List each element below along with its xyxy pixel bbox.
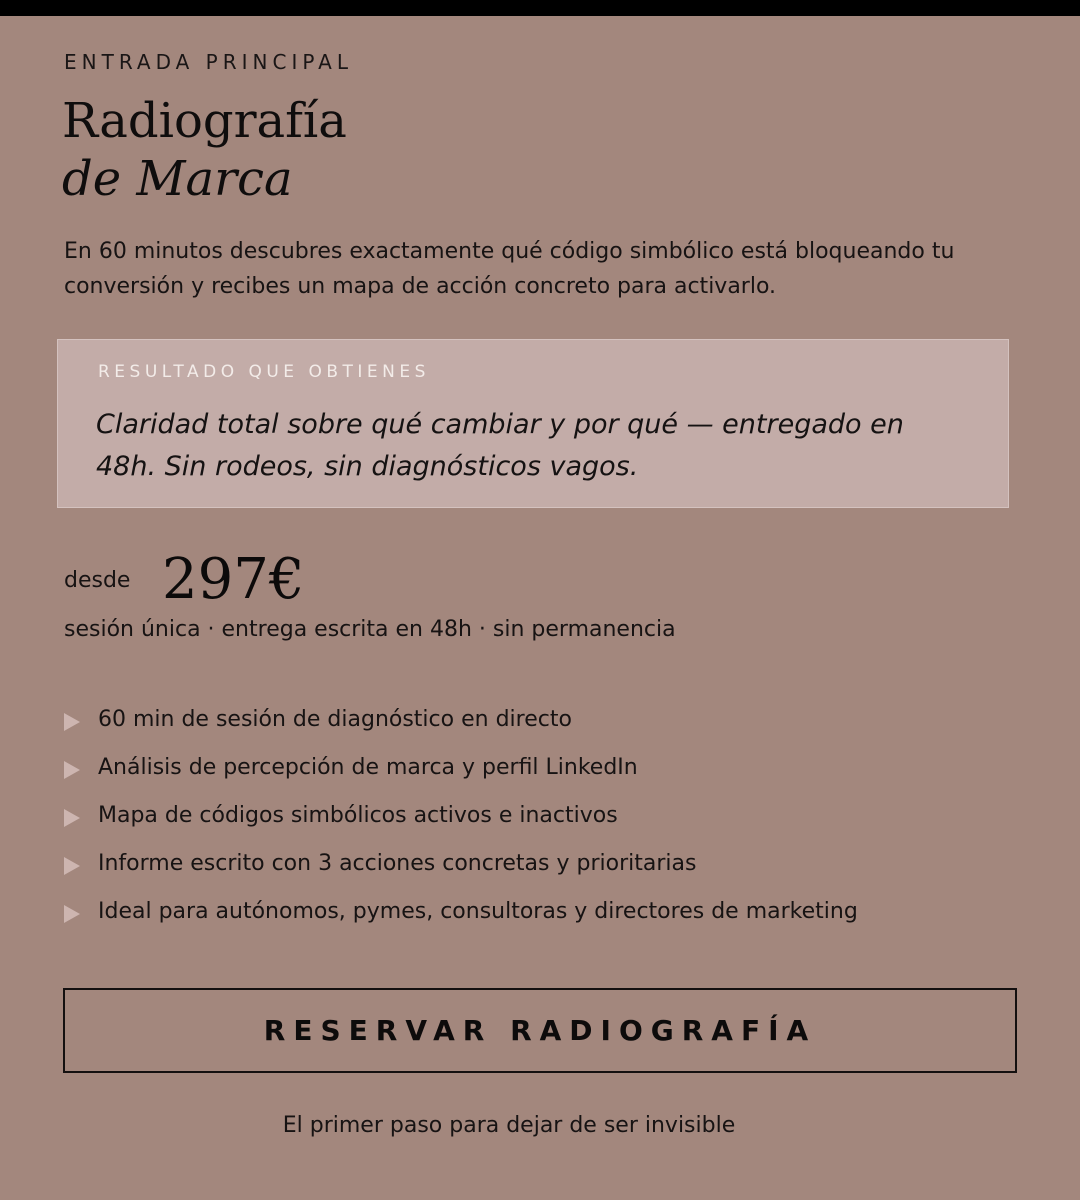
feature-item (64, 700, 1024, 748)
feature-text: Ideal para autónomos, pymes, consultoras y directores de marketing (98, 899, 858, 924)
feature-text: Mapa de códigos simbólicos activos e inactivos (98, 803, 618, 828)
result-label: RESULTADO QUE OBTIENES (98, 362, 430, 382)
feature-item (64, 844, 1024, 892)
play-triangle-icon (64, 809, 80, 827)
price-note: sesión única · entrega escrita en 48h · sin permanencia (64, 617, 676, 642)
feature-item (64, 748, 1024, 796)
feature-text: Informe escrito con 3 acciones concretas y prioritarias (98, 851, 697, 876)
feature-item (64, 892, 1024, 940)
intro-text: En 60 minutos descubres exactamente qué código simbólico está bloqueando tu conversión y recibes un mapa de acción concreto para activarlo. (64, 239, 955, 299)
play-triangle-icon (64, 857, 80, 875)
result-box (57, 339, 1009, 508)
page-title-line1: Radiografía (62, 93, 347, 149)
price-value: 297€ (162, 547, 305, 612)
features-list (64, 700, 1024, 940)
page-title-line2: de Marca (62, 151, 293, 207)
eyebrow-label: ENTRADA PRINCIPAL (64, 50, 353, 74)
play-triangle-icon (64, 761, 80, 779)
play-triangle-icon (64, 713, 80, 731)
price-from-label: desde (64, 568, 131, 593)
reserve-button[interactable]: RESERVAR RADIOGRAFÍA (63, 988, 1017, 1073)
feature-item (64, 796, 1024, 844)
feature-text: 60 min de sesión de diagnóstico en directo (98, 707, 572, 732)
page-title (62, 92, 347, 208)
feature-text: Análisis de percepción de marca y perfil LinkedIn (98, 755, 638, 780)
play-triangle-icon (64, 905, 80, 923)
cta-tagline: El primer paso para dejar de ser invisible (282, 1113, 736, 1138)
result-text: Claridad total sobre qué cambiar y por qué — entregado en 48h. Sin rodeos, sin diagnósticos vagos. (96, 409, 904, 482)
top-bar (0, 0, 1080, 16)
